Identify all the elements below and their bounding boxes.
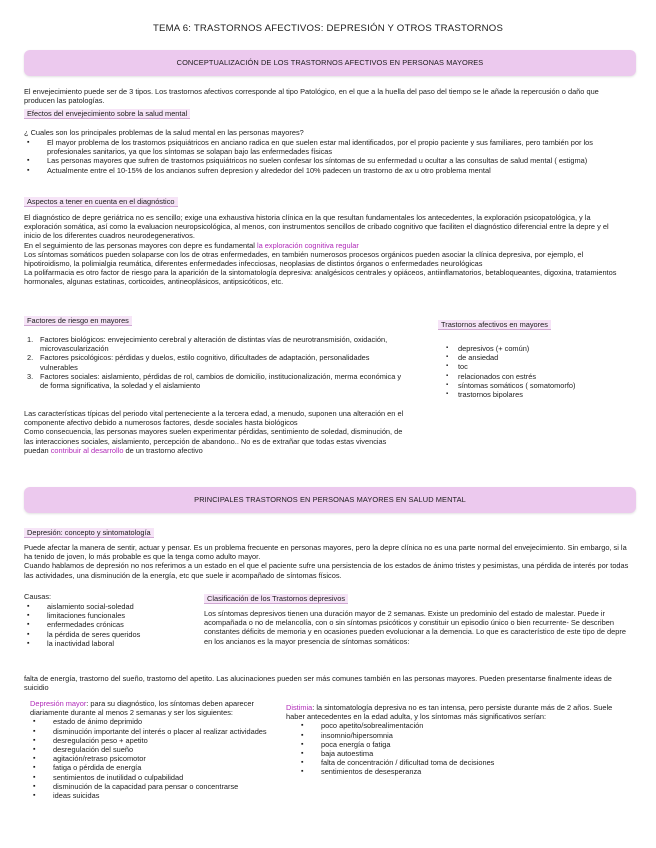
list-item (24, 353, 406, 371)
list-item: ▪ de ansiedad (440, 353, 630, 362)
intro-paragraph: El envejecimiento puede ser de 3 tipos. Los trastornos afectivos corresponde al tipo Patológico, en el que a la huella del paso del tiempo se le añade la repercusión o daño que producen las patologías. (24, 87, 599, 106)
list-item: ▪ poco apetito/sobrealimentación (298, 721, 632, 730)
list-item (24, 372, 406, 390)
consecuencia-paragraph (24, 427, 408, 455)
section-banner-conceptualizacion: CONCEPTUALIZACIÓN DE LOS TRASTORNOS AFECTIVOS EN PERSONAS MAYORES (24, 50, 636, 76)
depresion-mayor-intro (30, 699, 270, 717)
depresion-block (24, 543, 630, 580)
list-item: ▪ toc (440, 362, 630, 371)
efectos-heading (24, 109, 190, 119)
list-item: ▪ estado de ánimo deprimido (30, 717, 270, 726)
distimia-block (286, 703, 632, 777)
factor-number: 2. (27, 353, 34, 363)
list-item: ▪ baja autoestima (298, 749, 632, 758)
clasificacion-heading-text: Clasificación de los Trastornos depresivos (204, 594, 348, 604)
consecuencia-text: Como consecuencia, las personas mayores suelen experimentar pérdidas, sentimiento de soledad, disminución, de las interacciones sociales, aislamiento, percepción de abandono.. No es de extrañar que todas estas vivencias puedan (24, 427, 403, 455)
list-item: ▪ aislamiento social-soledad (24, 602, 204, 611)
depresion-mayor-text: : para su diagnóstico, los síntomas deben aparecer diariamente durante al menos 2 semanas y ser los siguientes: (30, 699, 254, 718)
list-item: ▪ disminución importante del interés o placer al realizar actividades (30, 727, 270, 736)
caracteristicas-block (24, 409, 408, 455)
factores-heading-text: Factores de riesgo en mayores (24, 316, 132, 326)
list-item: ▪ limitaciones funcionales (24, 611, 204, 620)
aspectos-heading (24, 197, 178, 207)
caracteristicas-paragraph: Las características típicas del periodo vital perteneciente a la tercera edad, a menudo, suponen una alteración en el componente afectivo debido a numerosos factores, desde sociales hasta biológicos (24, 409, 404, 428)
factor-text: Factores sociales: aislamiento, pérdidas de rol, cambios de domicilio, institucionalización, merma económica y de forma significativa, la soledad y el aislamiento (40, 371, 402, 391)
depresion-mayor-list (30, 717, 270, 800)
list-item: ▪ la pérdida de seres queridos (24, 630, 204, 639)
list-item: ▪ depresivos (+ común) (440, 344, 630, 353)
list-item (24, 335, 406, 353)
depresion-mayor-label: Depresión mayor (30, 699, 87, 708)
factor-text: Factores biológicos: envejecimiento cerebral y alteración de distintas vías de neurotransmisión, oxidación, microvascularización (40, 335, 388, 354)
list-item: ▪ sentimientos de desesperanza (298, 767, 632, 776)
aspectos-p2-text: En el seguimiento de las personas mayores con depre es fundamental (24, 240, 257, 250)
falta-paragraph: falta de energía, trastorno del sueño, trastorno del apetito. Las alucinaciones pueden ser más comunes también en las personas mayores. Pueden presentarse finalmente ideas de suicidio (24, 674, 612, 693)
clasificacion-paragraph: Los síntomas depresivos tienen una duración mayor de 2 semanas. Existe un predominio del estado de malestar. Puede ir acompañada o no de melancolía, con o sin síntomas psicóticos y constituir un episodio único o bien recurrente- Se describen constantes déficits de memoria y en ocasiones pueden evolucionar a la demencia. Lo que es característico de este tipo de depre en los ancianos es la mayor presencia de síntomas somáticos: (204, 609, 626, 646)
list-item: ▪ trastornos bipolares (440, 390, 630, 399)
factores-list (24, 335, 406, 390)
list-item: ▪ fatiga o pérdida de energía (30, 763, 270, 772)
efectos-heading-text: Efectos del envejecimiento sobre la salud mental (24, 109, 190, 119)
aspectos-heading-text: Aspectos a tener en cuenta en el diagnóstico (24, 197, 178, 207)
list-item: ▪ insomnio/hipersomnia (298, 731, 632, 740)
depresion-paragraph-2: Cuando hablamos de depresión no nos referimos a un estado en el que el paciente sufre una persistencia de los estados de ánimo tristes y pesimistas, una pérdida de interés por todas las actividades, una disminución de la energía, etc que suele ir acompañado de síntomas físicos. (24, 561, 629, 580)
list-item: ▪ falta de concentración / dificultad toma de decisiones (298, 758, 632, 767)
factores-heading (24, 316, 132, 326)
aspectos-paragraph-3: Los síntomas somáticos pueden solaparse con los de otras enfermedades, en también numerosos procesos orgánicos pueden asociar la clínica depresiva, por ejemplo, el hipotiroidismo, la polimialgia reumática, diferentes enfermedades infecciosas, neoplasias de distintos órganos o enfermedades neurológicas (24, 249, 584, 269)
list-item: ▪ la inactividad laboral (24, 639, 204, 648)
list-item: ▪ Las personas mayores que sufren de trastornos psiquiátricos no suelen confesar los síntomas de su enfermedad u ocultar a las consultas de salud mental ( estigma) (24, 156, 626, 165)
problems-list (24, 138, 626, 175)
distimia-label: Distimia (286, 703, 313, 712)
list-item: ▪ sentimientos de inutilidad o culpabilidad (30, 773, 270, 782)
question-text: ¿ Cuales son los principales problemas de la salud mental en las personas mayores? (24, 128, 304, 137)
distimia-text: : la sintomatología depresiva no es tan intensa, pero persiste durante más de 2 años. Suele haber antecedentes en la edad adulta, y los síntomas más significativos serían: (286, 703, 613, 722)
list-item: ▪ enfermedades crónicas (24, 620, 204, 629)
distimia-intro (286, 703, 632, 721)
list-item: ▪ El mayor problema de los trastornos psiquiátricos en anciano radica en que suelen estar mal identificados, por el propio paciente y sus familiares, pero también por los profesionales sanitarios, ya que los síntomas se solapan bajo las enfermedades físicas (24, 138, 626, 156)
distimia-list (298, 721, 632, 776)
factor-text: Factores psicológicos: pérdidas y duelos, estilo cognitivo, dificultades de adaptación, personalidades vulnerables (40, 353, 370, 372)
section-banner-principales: PRINCIPALES TRASTORNOS EN PERSONAS MAYORES EN SALUD MENTAL (24, 487, 636, 513)
causas-label: Causas: (24, 592, 52, 601)
depresion-paragraph-1: Puede afectar la manera de sentir, actuar y pensar. Es un problema frecuente en personas mayores, pero la depre clínica no es una parte normal del envejecimiento. Sin embargo, si la ha tenido de joven, lo más probable es que la tenga como adulto mayor. (24, 543, 627, 562)
aspectos-paragraph-2 (24, 241, 626, 250)
trastornos-heading (438, 320, 551, 330)
trastornos-list (440, 344, 630, 399)
list-item: ▪ desregulación peso + apetito (30, 736, 270, 745)
list-item: ▪ ideas suicidas (30, 791, 270, 800)
aspectos-paragraph-1: El diagnóstico de depre geriátrica no es sencillo; exige una exhaustiva historia clínica en la que resultan fundamentales los antecedentes, la exploración psicopatológica, y la exploración somática, así como la evaluacion neuropsicológica, al menos, con instrumentos sencillos de cribado cognitivo que faciliten el diagnóstico diferencial entre la depre y el inicio de los diferentes cuadros neurodegenerativos. (24, 213, 609, 241)
list-item: ▪ síntomas somáticos ( somatomorfo) (440, 381, 630, 390)
trastornos-heading-text: Trastornos afectivos en mayores (438, 320, 551, 330)
aspectos-paragraph-4: La polifarmacia es otro factor de riesgo para la aparición de la sintomatología depresiva: analgésicos centrales y opiáceos, antiinflamatorios, betabloqueantes, digoxina, tratamientos hormonales, algunas estatinas, corticoides, antineoplásicos, antipsicóticos, etc. (24, 268, 617, 287)
depresion-heading-text: Depresión: concepto y sintomatología (24, 528, 154, 538)
list-item: ▪ poca energía o fatiga (298, 740, 632, 749)
page-title: TEMA 6: TRASTORNOS AFECTIVOS: DEPRESIÓN Y OTROS TRASTORNOS (152, 23, 504, 34)
list-item: ▪ agitación/retraso psicomotor (30, 754, 270, 763)
depresion-mayor-block (30, 699, 270, 800)
aspectos-block (24, 213, 626, 287)
consecuencia-text-end: de un trastorno afectivo (123, 445, 203, 455)
list-item: ▪ relacionados con estrés (440, 372, 630, 381)
clasificacion-heading (204, 594, 348, 604)
contribuir-link: contribuir al desarrollo (50, 445, 124, 455)
factor-number: 3. (27, 371, 34, 381)
factor-number: 1. (27, 335, 34, 344)
exploracion-cognitiva-link: la exploración cognitiva regular (256, 240, 359, 250)
causas-list (24, 602, 204, 648)
list-item: ▪ desregulación del sueño (30, 745, 270, 754)
list-item: ▪ Actualmente entre el 10-15% de los ancianos sufren depresion y alrededor del 10% padecen un trastorno de ax u otro problema mental (24, 166, 626, 175)
depresion-heading (24, 528, 154, 538)
list-item: ▪ disminución de la capacidad para pensar o concentrarse (30, 782, 270, 791)
